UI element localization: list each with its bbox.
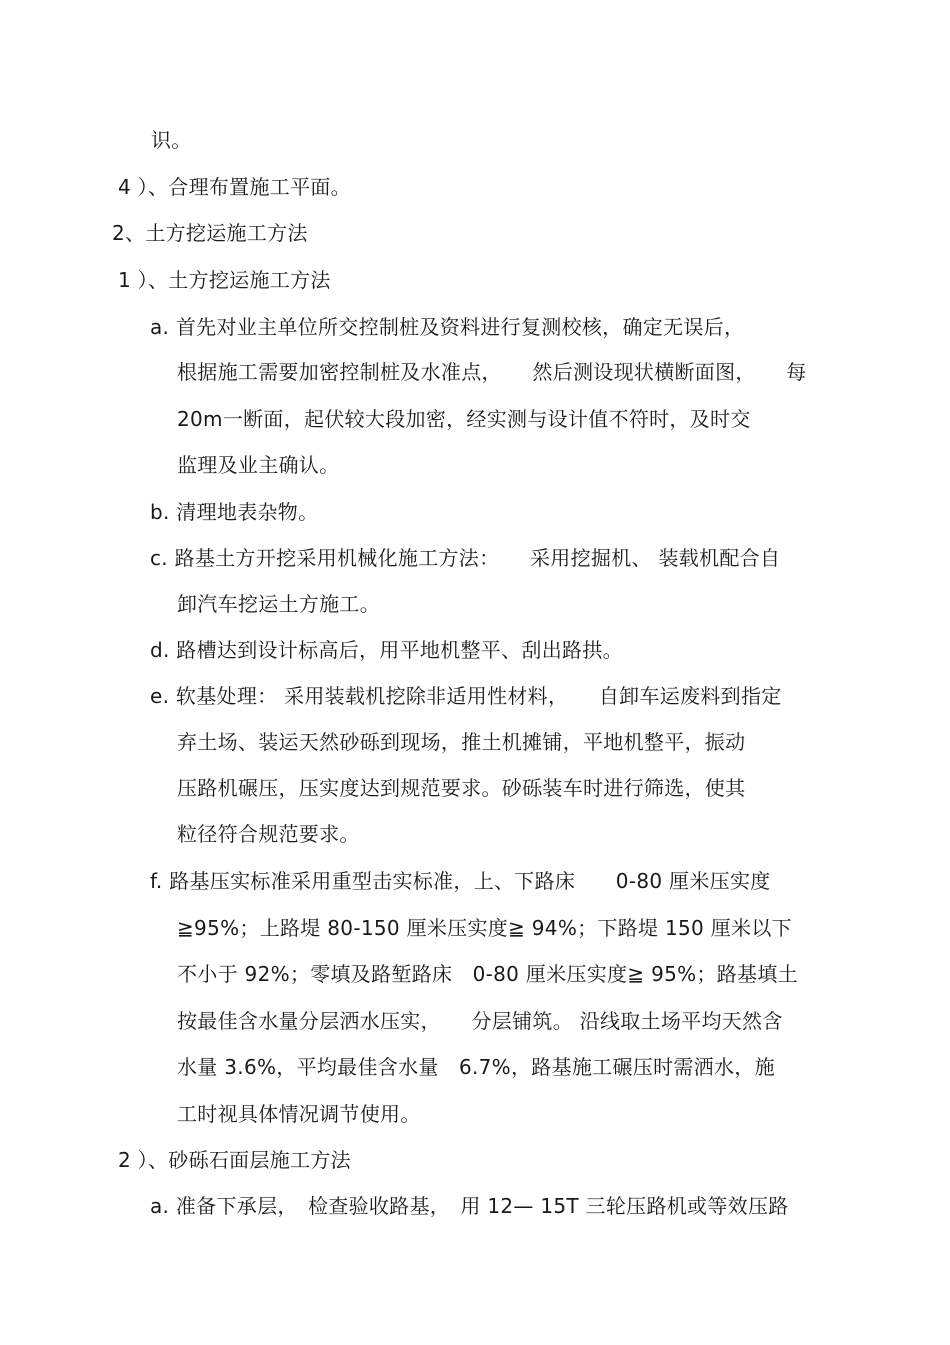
item-e-line4: 粒径符合规范要求。 xyxy=(177,822,360,846)
item-a2-line1: a. 准备下承层， 检查验收路基， 用 12— 15T 三轮压路机或等效压路 xyxy=(150,1194,789,1218)
subsection-heading-1: 1 ）、土方挖运施工方法 xyxy=(118,268,331,292)
item-e-line1: e. 软基处理： 采用装载机挖除非适用性材料， 自卸车运废料到指定 xyxy=(150,684,782,708)
item-d: d. 路槽达到设计标高后，用平地机整平、刮出路拱。 xyxy=(150,638,623,662)
item-f-line3: 不小于 92%；零填及路堑路床 0-80 厘米压实度≧ 95%；路基填土 xyxy=(177,962,798,986)
item-f-line5: 水量 3.6%，平均最佳含水量 6.7%，路基施工碾压时需洒水，施 xyxy=(177,1055,775,1079)
item-e-line3: 压路机碾压，压实度达到规范要求。砂砾装车时进行筛选，使其 xyxy=(177,776,746,800)
text-line: 识。 xyxy=(151,128,192,152)
item-a-line1: a. 首先对业主单位所交控制桩及资料进行复测校核，确定无误后， xyxy=(150,315,745,339)
item-b: b. 清理地表杂物。 xyxy=(150,500,319,524)
subsection-heading-2: 2 ）、砂砾石面层施工方法 xyxy=(118,1148,351,1172)
item-f-line6: 工时视具体情况调节使用。 xyxy=(177,1102,421,1126)
list-item-4: 4 ）、合理布置施工平面。 xyxy=(118,175,351,199)
item-f-line2: ≧95%；上路堤 80-150 厘米压实度≧ 94%；下路堤 150 厘米以下 xyxy=(177,916,792,940)
item-c-line1: c. 路基土方开挖采用机械化施工方法： 采用挖掘机、 装载机配合自 xyxy=(150,546,781,570)
item-e-line2: 弃土场、装运天然砂砾到现场，推土机摊铺，平地机整平，振动 xyxy=(177,730,746,754)
item-f-line4: 按最佳含水量分层洒水压实， 分层铺筑。 沿线取土场平均天然含 xyxy=(177,1009,783,1033)
item-f-line1: f. 路基压实标准采用重型击实标准，上、下路床 0-80 厘米压实度 xyxy=(150,869,771,893)
section-heading-2: 2、土方挖运施工方法 xyxy=(112,221,308,245)
item-a-line2: 根据施工需要加密控制桩及水准点， 然后测设现状横断面图， 每 xyxy=(177,360,807,384)
item-c-line2: 卸汽车挖运土方施工。 xyxy=(177,592,380,616)
item-a-line3: 20m一断面，起伏较大段加密，经实测与设计值不符时，及时交 xyxy=(177,407,751,431)
item-a-line4: 监理及业主确认。 xyxy=(177,453,340,477)
